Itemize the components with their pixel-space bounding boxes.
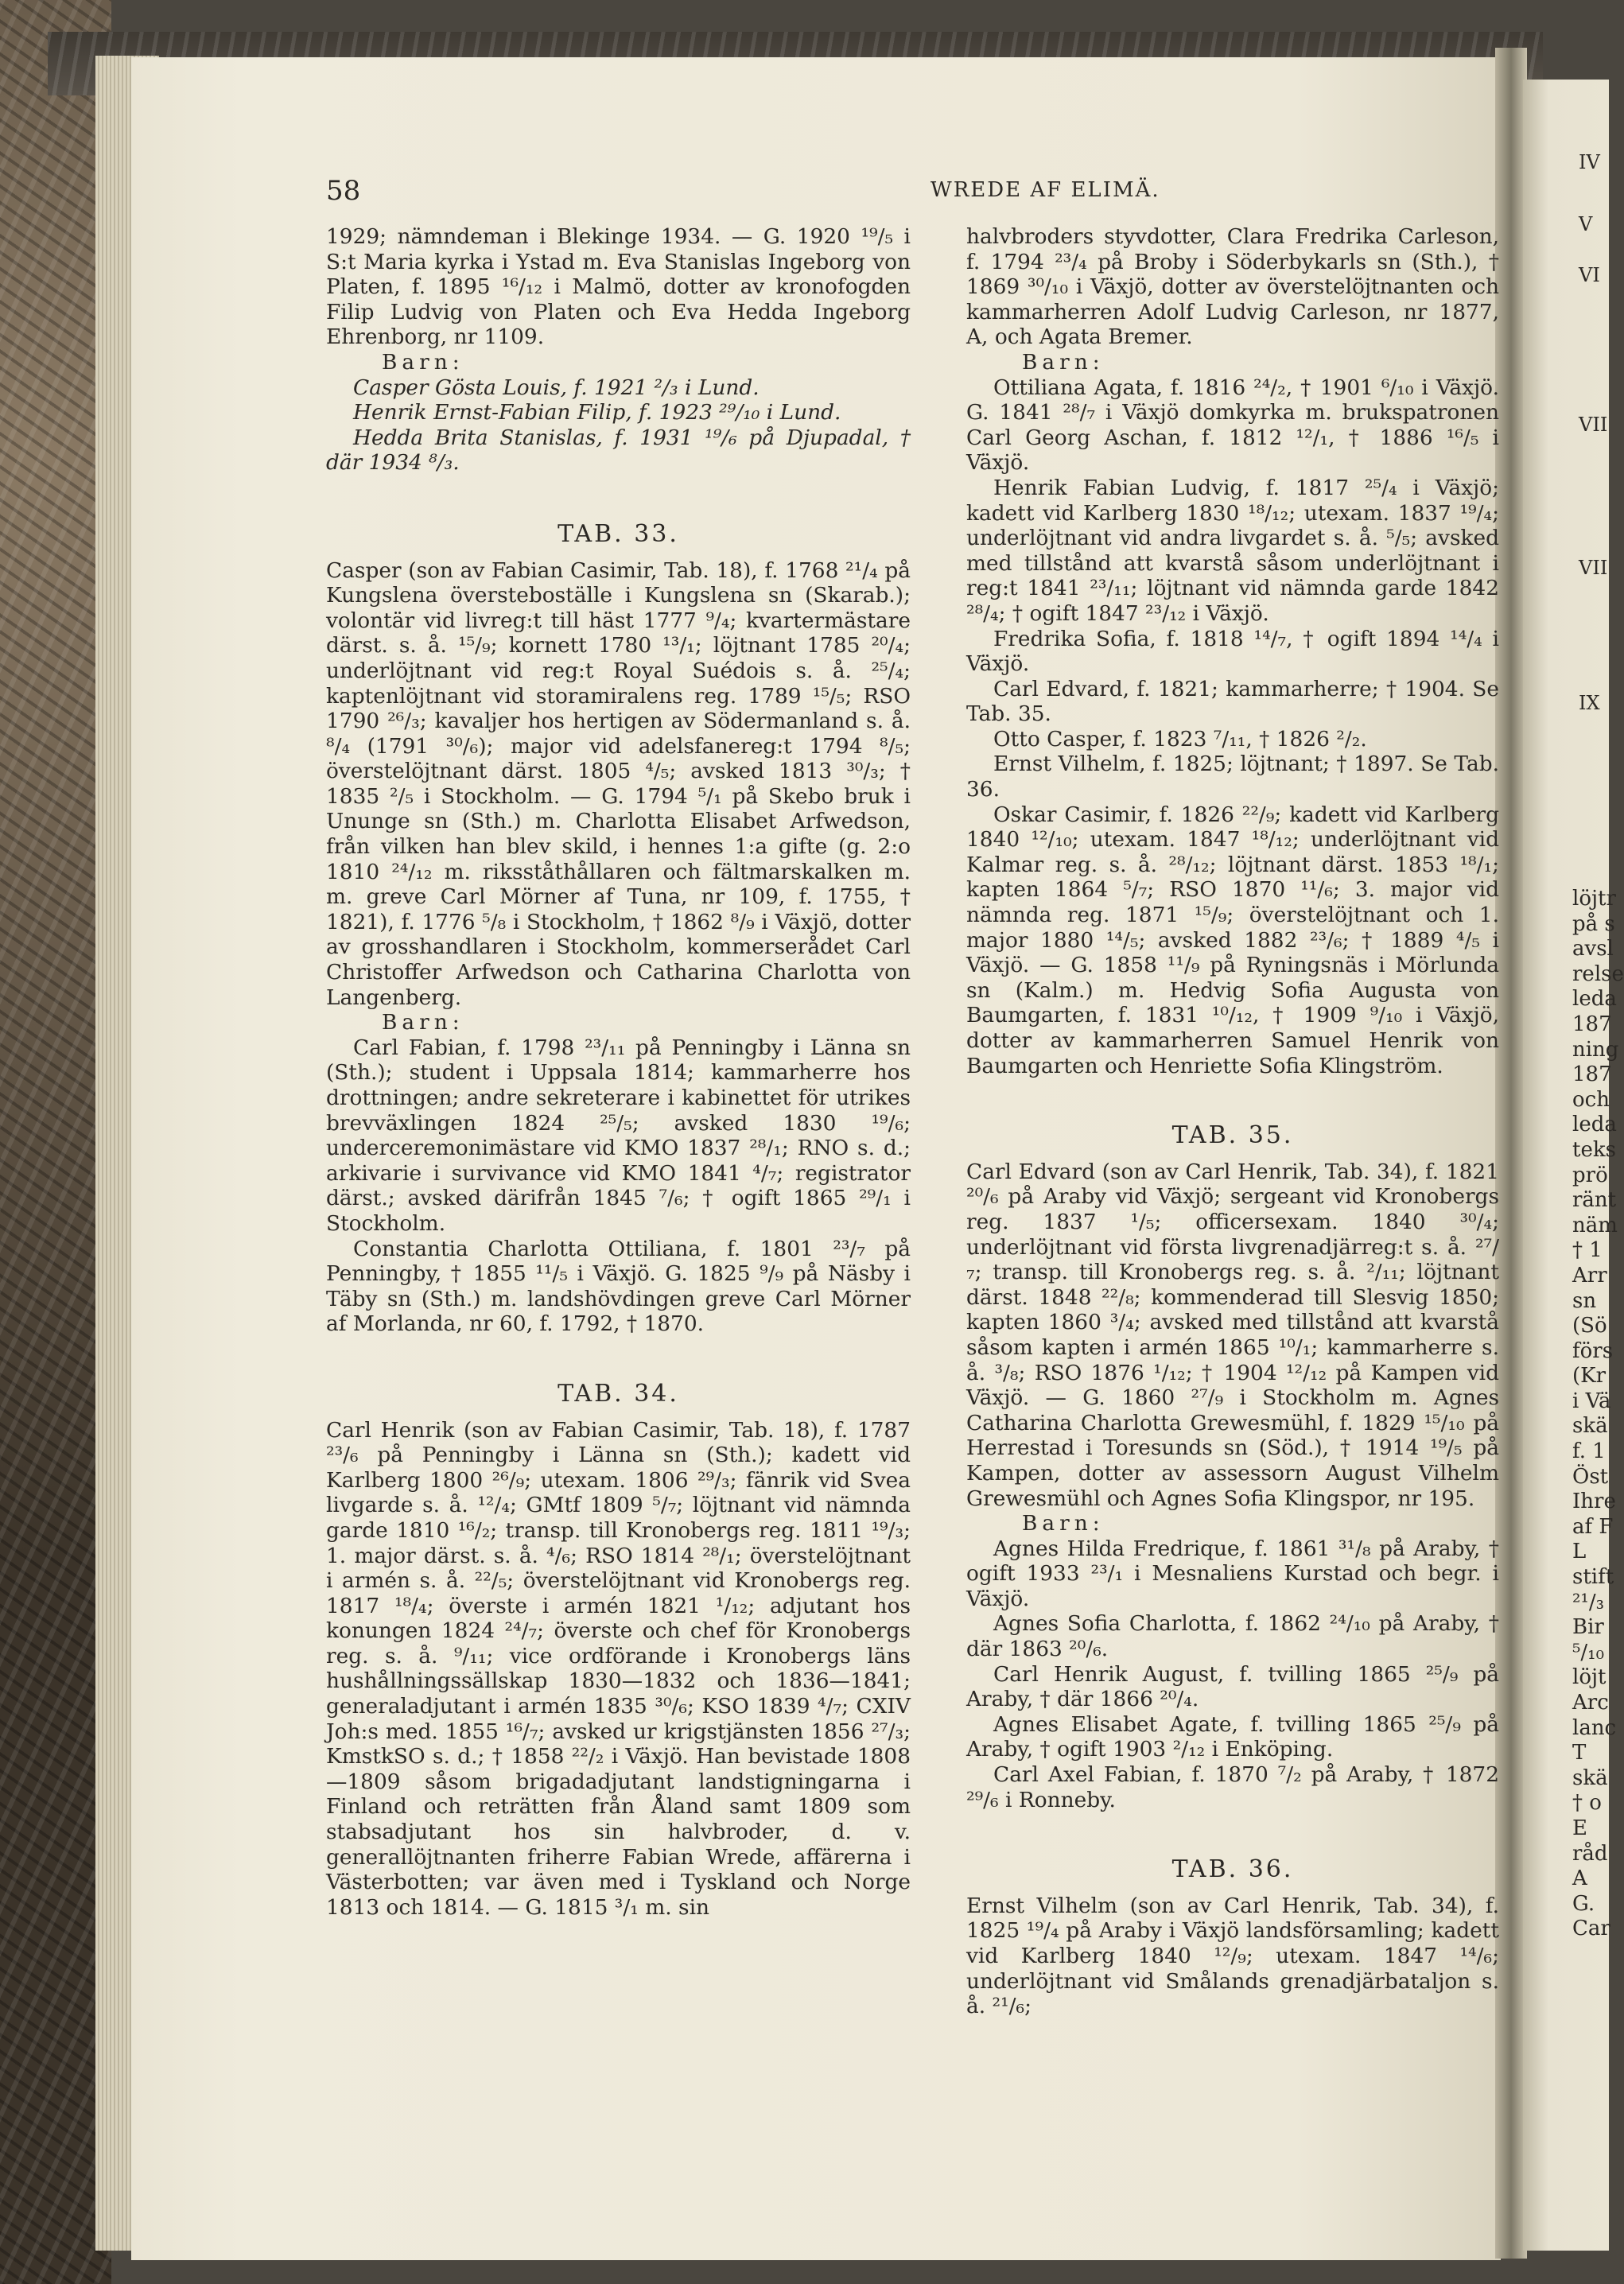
child-entry: Fredrika Sofia, f. 1818 ¹⁴/₇, † ogift 1894 ¹⁴/₄ i Växjö. xyxy=(966,626,1499,677)
child-entry: Agnes Elisabet Agate, f. tvilling 1865 ²⁵/₉ på Araby, † ogift 1903 ²/₁₂ i Enköping. xyxy=(966,1711,1499,1762)
table-heading: TAB. 36. xyxy=(1171,1855,1294,1884)
child-entry: Carl Fabian, f. 1798 ²³/₁₁ på Penningby i Länna sn (Sth.); student i Uppsala 1814; kammarherre hos drottningen; andre sekreterare i kabinettet för utrikes brevväxlingen 1824 ²⁵/₅; avsked 1830 ¹⁹/₆; underceremonimästare vid KMO 1837 ²⁸/₁; RNO s. d.; arkivarie i survivance vid KMO 1841 ⁴/₇; registrator därst.; avsked därifrån 1845 ⁷/₆; † ogift 1865 ²⁹/₁ i Stockholm. xyxy=(326,1035,911,1236)
facing-fragment: ²¹/₃ xyxy=(1572,1590,1605,1614)
facing-fragment: leda xyxy=(1572,987,1617,1012)
child-entry: Henrik Ernst-Fabian Filip, f. 1923 ²⁹/₁₀ i Lund. xyxy=(353,400,841,425)
children-heading: Barn: xyxy=(1022,349,1105,375)
facing-fragment: näm xyxy=(1572,1213,1618,1237)
child-entry: Casper Gösta Louis, f. 1921 ²/₃ i Lund. xyxy=(353,375,760,400)
child-entry: Ottiliana Agata, f. 1816 ²⁴/₂, † 1901 ⁶/₁₀ i Växjö. G. 1841 ²⁸/₇ i Växjö domkyrka m. brukspatronen Carl Georg Aschan, f. 1812 ¹²/₁, † 1886 ¹⁶/₅ i Växjö. xyxy=(966,375,1499,476)
facing-fragment: skä xyxy=(1572,1414,1608,1439)
facing-fragment: på s xyxy=(1572,911,1615,936)
facing-fragment: Öst xyxy=(1572,1464,1609,1489)
paragraph: Casper (son av Fabian Casimir, Tab. 18), f. 1768 ²¹/₄ på Kungslena översteboställe i Kungslena sn (Skarab.); volontär vid livreg:t till häst 1777 ⁹/₄; kvartermästare därst. s. å. ¹⁵/₉; kornett 1780 ¹³/₁; löjtnant 1785 ²⁰/₄; underlöjtnant vid reg:t Royal Suédois s. å. ²⁵/₄; kaptenlöjtnant vid storamiralens reg. 1789 ¹⁵/₅; RSO 1790 ²⁶/₃; kavaljer hos hertigen av Södermanland s. å. ⁸/₄ (1791 ³⁰/₆); major vid adelsfanereg:t 1794 ⁸/₅; överstelöjtnant därst. 1805 ⁴/₅; avsked 1813 ³⁰/₃; † 1835 ²/₅ i Stockholm. — G. 1794 ⁵/₁ på Skebo bruk i Ununge sn (Sth.) m. Charlotta Elisabet Arfwedson, från vilken han blev skild, i hennes 1:a gifte (g. 2:o 1810 ²⁴/₁₂ m. riksståthållaren och fältmarskalken m. m. greve Carl Mörner af Tuna, nr 109, f. 1755, † 1821), f. 1776 ⁵/₈ i Stockholm, † 1862 ⁸/₉ i Växjö, dotter av grosshandlaren i Stockholm, kommerserådet Carl Christoffer Arfwedson och Catharina Charlotta von Langenberg. xyxy=(326,557,911,1010)
child-entry: Carl Axel Fabian, f. 1870 ⁷/₂ på Araby, † 1872 ²⁹/₆ i Ronneby. xyxy=(966,1762,1499,1812)
facing-roman: VI xyxy=(1579,264,1600,286)
facing-roman: IX xyxy=(1579,692,1600,714)
child-entry: Ernst Vilhelm, f. 1825; löjtnant; † 1897. Se Tab. 36. xyxy=(966,752,1499,802)
page-number: 58 xyxy=(326,175,361,207)
facing-fragment: f. 1 xyxy=(1572,1439,1606,1464)
child-entry: Constantia Charlotta Ottiliana, f. 1801 ²³/₇ på Penningby, † 1855 ¹¹/₅ i Växjö. G. 1825 ⁹/₉ på Näsby i Täby sn (Sth.) m. landshövdingen greve Carl Mörner af Morlanda, nr 60, f. 1792, † 1870. xyxy=(326,1236,911,1337)
facing-fragment: af F xyxy=(1572,1514,1614,1539)
facing-fragment: † 1 xyxy=(1572,1238,1603,1263)
right-column xyxy=(966,224,1499,2019)
facing-page xyxy=(1523,80,1624,2251)
facing-fragment: Car xyxy=(1572,1917,1610,1941)
facing-roman: V xyxy=(1579,213,1593,235)
paragraph: halvbroders styvdotter, Clara Fredrika Carleson, f. 1794 ²³/₄ på Broby i Söderbykarls sn (Sth.), † 1869 ³⁰/₁₀ i Växjö, dotter av överstelöjtnanten och kammarherren Adolf Ludvig Carleson, nr 1877, A, och Agata Bremer. xyxy=(966,224,1499,350)
table-heading: TAB. 33. xyxy=(558,519,679,548)
facing-fragment: skä xyxy=(1572,1765,1608,1790)
facing-fragment: E xyxy=(1572,1816,1587,1840)
children-heading: Barn: xyxy=(1022,1511,1105,1536)
facing-fragment: prö xyxy=(1572,1163,1608,1187)
facing-fragment: ränt xyxy=(1572,1188,1617,1213)
facing-fragment: G. xyxy=(1572,1891,1595,1916)
facing-fragment: Arr xyxy=(1572,1263,1607,1288)
facing-fragment: förs xyxy=(1572,1338,1614,1363)
facing-fragment: i Vä xyxy=(1572,1389,1611,1413)
running-title: WREDE AF ELIMÄ. xyxy=(930,178,1160,202)
facing-fragment: (Sö xyxy=(1572,1314,1607,1338)
facing-fragment: ning xyxy=(1572,1037,1619,1062)
table-heading: TAB. 35. xyxy=(1171,1121,1294,1150)
child-entry: Otto Casper, f. 1823 ⁷/₁₁, † 1826 ²/₂. xyxy=(993,726,1367,752)
facing-fragment: T xyxy=(1572,1741,1587,1765)
facing-fragment: (Kr xyxy=(1572,1364,1606,1389)
facing-fragment: † o xyxy=(1572,1791,1602,1816)
facing-fragment: löjt xyxy=(1572,1665,1607,1690)
facing-fragments xyxy=(1572,887,1624,1942)
book-spine xyxy=(1495,48,1527,2259)
child-entry: Agnes Sofia Charlotta, f. 1862 ²⁴/₁₀ på Araby, † där 1863 ²⁰/₆. xyxy=(966,1611,1499,1662)
child-entry: Henrik Fabian Ludvig, f. 1817 ²⁵/₄ i Växjö; kadett vid Karlberg 1830 ¹⁸/₁₂; utexam. 1837 ¹⁹/₄; underlöjtnant vid andra livgardet s. å. ⁵/₅; avsked med tillstånd att kvarstå såsom underlöjtnant i reg:t 1841 ²³/₁₁; löjtnant vid nämnda garde 1842 ²⁸/₄; † ogift 1847 ²³/₁₂ i Växjö. xyxy=(966,475,1499,626)
child-entry: Carl Henrik August, f. tvilling 1865 ²⁵/₉ på Araby, † där 1866 ²⁰/₄. xyxy=(966,1661,1499,1712)
paragraph: 1929; nämndeman i Blekinge 1934. — G. 1920 ¹⁹/₅ i S:t Maria kyrka i Ystad m. Eva Stanislas Ingeborg von Platen, f. 1895 ¹⁶/₁₂ i Malmö, dotter av kronofogden Filip Ludvig von Platen och Eva Hedda Ingeborg Ehrenborg, nr 1109. xyxy=(326,224,911,350)
facing-fragment: L xyxy=(1572,1540,1587,1564)
facing-fragment: 187 xyxy=(1572,1012,1612,1036)
facing-fragment: Bir xyxy=(1572,1615,1604,1640)
running-head xyxy=(326,167,1487,215)
facing-fragment: stift xyxy=(1572,1565,1614,1590)
facing-fragment: råd xyxy=(1572,1841,1608,1866)
facing-roman: VII xyxy=(1579,557,1608,579)
facing-fragment: Arc xyxy=(1572,1691,1609,1715)
paragraph: Carl Henrik (son av Fabian Casimir, Tab. 18), f. 1787 ²³/₆ på Penningby i Länna sn (Sth.); kadett vid Karlberg 1800 ²⁶/₉; utexam. 1806 ²⁹/₃; fänrik vid Svea livgarde s. å. ¹²/₄; GMtf 1809 ⁵/₇; löjtnant vid nämnda garde 1810 ¹⁶/₂; transp. till Kronobergs reg. 1811 ¹⁹/₃; 1. major därst. s. å. ⁴/₆; RSO 1814 ²⁸/₁; överstelöjtnant i armén s. å. ²²/₅; överstelöjtnant vid Kronobergs reg. 1817 ¹⁸/₄; överste i armén 1821 ¹/₁₂; adjutant hos konungen 1824 ²⁴/₇; överste och chef för Kronobergs reg. s. å. ⁹/₁₁; vice ordförande i Kronobergs läns hushållningssällskap 1830—1832 och 1836—1841; generaladjutant i armén 1835 ³⁰/₆; KSO 1839 ⁴/₇; CXIV Joh:s med. 1855 ¹⁶/₇; avsked ur krigstjänsten 1856 ²⁷/₃; KmstkSO s. d.; † 1858 ²²/₂ i Växjö. Han bevistade 1808—1809 såsom brigadadjutant landstigningarna i Finland och reträtten från Åland samt 1809 som stabsadjutant hos sin halvbroder, d. v. generallöjtnanten friherre Fabian Wrede, affärerna i Västerbotten; var även med i Tyskland och Norge 1813 och 1814. — G. 1815 ³/₁ m. sin xyxy=(326,1417,911,1920)
facing-roman: VII xyxy=(1579,414,1608,436)
facing-fragment: avsl xyxy=(1572,937,1614,961)
facing-fragment: relse xyxy=(1572,961,1624,986)
child-entry: Oskar Casimir, f. 1826 ²²/₉; kadett vid Karlberg 1840 ¹²/₁₀; utexam. 1847 ¹⁸/₁₂; underlöjtnant vid Kalmar reg. s. å. ²⁸/₁₂; löjtnant därst. 1853 ¹⁸/₁; kapten 1864 ⁵/₇; RSO 1870 ¹¹/₆; 3. major vid nämnda reg. 1871 ¹⁵/₉; överstelöjtnant och 1. major 1880 ¹⁴/₅; avsked 1882 ²³/₆; † 1889 ⁴/₅ i Växjö. — G. 1858 ¹¹/₉ på Ryningsnäs i Mörlunda sn (Kalm.) m. Hedvig Sofia Augusta von Baumgarten, f. 1831 ¹⁰/₁₂, † 1909 ⁹/₁₀ i Växjö, dotter av kammarherren Samuel Henrik von Baumgarten och Henriette Sofia Klingström. xyxy=(966,802,1499,1078)
facing-fragment: teks xyxy=(1572,1137,1616,1162)
child-entry: Hedda Brita Stanislas, f. 1931 ¹⁹/₆ på Djupadal, † där 1934 ⁸/₃. xyxy=(326,425,911,476)
facing-fragment: A xyxy=(1572,1866,1587,1891)
facing-fragment: löjtr xyxy=(1572,887,1616,911)
child-entry: Carl Edvard, f. 1821; kammarherre; † 1904. Se Tab. 35. xyxy=(966,676,1499,727)
children-heading: Barn: xyxy=(382,349,464,375)
child-entry: Agnes Hilda Fredrique, f. 1861 ³¹/₈ på Araby, † ogift 1933 ²³/₁ i Mesnaliens Kurstad och begr. i Växjö. xyxy=(966,1536,1499,1611)
children-heading: Barn: xyxy=(382,1010,464,1035)
facing-roman: IV xyxy=(1579,151,1600,173)
book-cover xyxy=(0,0,111,2284)
facing-fragment: leda xyxy=(1572,1113,1617,1137)
facing-fragment: lanc xyxy=(1572,1715,1617,1740)
facing-fragment: sn xyxy=(1572,1288,1597,1313)
paragraph: Carl Edvard (son av Carl Henrik, Tab. 34), f. 1821 ²⁰/₆ på Araby vid Växjö; sergeant vid Kronobergs reg. 1837 ¹/₅; officersexam. 1840 ³⁰/₄; underlöjtnant vid första livgrenadjärreg:t s. å. ²⁷/₇; transp. till Kronobergs reg. s. å. ²/₁₁; löjtnant därst. 1848 ²²/₈; kommenderad till Slesvig 1850; kapten 1860 ³/₄; avsked med tillstånd att kvarstå såsom kapten i armén 1865 ¹⁰/₁; kammarherre s. å. ³/₈; RSO 1876 ¹/₁₂; † 1904 ¹²/₁₂ på Kampen vid Växjö. — G. 1860 ²⁷/₉ i Stockholm m. Agnes Catharina Charlotta Grewesmühl, f. 1829 ¹⁵/₁₀ på Herrestad i Toresunds sn (Söd.), † 1914 ¹⁹/₅ på Kampen, dotter av assessorn August Vilhelm Grewesmühl och Agnes Sofia Klingspor, nr 195. xyxy=(966,1159,1499,1511)
table-heading: TAB. 34. xyxy=(558,1379,679,1408)
facing-fragment: 187 xyxy=(1572,1062,1612,1087)
paragraph: Ernst Vilhelm (son av Carl Henrik, Tab. 34), f. 1825 ¹⁹/₄ på Araby i Växjö landsförsamling; kadett vid Karlberg 1840 ¹²/₉; utexam. 1847 ¹⁴/₆; underlöjtnant vid Smålands grenadjärbataljon s. å. ²¹/₆; xyxy=(966,1893,1499,2019)
facing-fragment: Ihre xyxy=(1572,1490,1616,1514)
facing-fragment: och xyxy=(1572,1087,1610,1112)
left-column xyxy=(326,224,911,1920)
facing-fragment: ⁵/₁₀ xyxy=(1572,1640,1605,1664)
